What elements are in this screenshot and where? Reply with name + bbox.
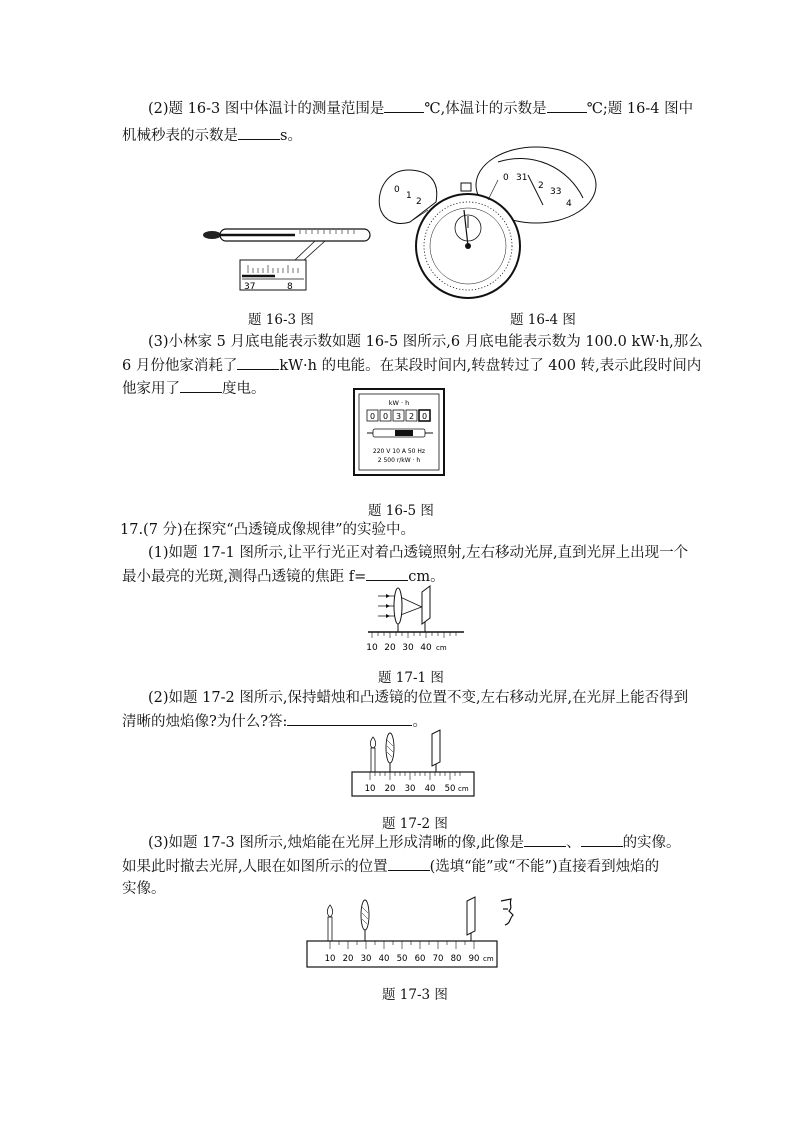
scale-50: 50 — [444, 784, 456, 794]
meter-spec-1: 220 V 10 A 50 Hz — [372, 448, 426, 455]
answer-blank-can-see[interactable] — [388, 856, 430, 871]
figure-16-4-stopwatch — [368, 140, 600, 300]
text: 的实像。 — [622, 835, 681, 851]
answer-blank-image-2[interactable] — [581, 832, 623, 847]
text: (2)题 16-3 图中体温计的测量范围是 — [148, 101, 385, 117]
scale-30: 30 — [404, 784, 416, 794]
figure-17-3-bench — [305, 893, 530, 971]
large-dial-label-31: 31 — [516, 173, 528, 183]
small-dial-label-1: 1 — [406, 191, 412, 201]
caption-17-2: 题 17-2 图 — [382, 816, 448, 832]
q17-2-line1: (2)如题 17-2 图所示,保持蜡烛和凸透镜的位置不变,左右移动光屏,在光屏上能否得到 — [148, 690, 689, 706]
caption-16-5: 题 16-5 图 — [368, 503, 434, 519]
answer-blank-stopwatch[interactable] — [238, 125, 280, 140]
scale-30: 30 — [360, 954, 372, 964]
scale-unit: cm — [458, 785, 469, 793]
text: cm。 — [408, 569, 445, 585]
q17-title: 17.(7 分)在探究“凸透镜成像规律”的实验中。 — [120, 522, 416, 538]
text: 、 — [566, 835, 581, 851]
q17-3-line3: 实像。 — [122, 881, 166, 897]
text: 最小最亮的光斑,测得凸透镜的焦距 f= — [122, 569, 367, 585]
text: (选填“能”或“不能”)直接看到烛焰的 — [429, 859, 660, 875]
q17-1-line1: (1)如题 17-1 图所示,让平行光正对着凸透镜照射,左右移动光屏,直到光屏上出现一个 — [148, 545, 689, 561]
text: kW·h 的电能。在某段时间内,转盘转过了 400 转,表示此段时间内 — [279, 358, 702, 374]
answer-blank-energy[interactable] — [237, 355, 279, 370]
caption-17-1: 题 17-1 图 — [378, 670, 444, 686]
text: s。 — [280, 128, 302, 144]
q16-3-line3 — [122, 378, 266, 399]
large-dial-label-0: 0 — [503, 173, 509, 183]
meter-digit-5: 0 — [421, 412, 428, 421]
figure-17-1-focal-length — [368, 584, 468, 658]
scale-10: 10 — [324, 954, 336, 964]
text: 度电。 — [222, 381, 266, 397]
scale-20: 20 — [384, 784, 396, 794]
thermometer-readout-right: 8 — [287, 282, 293, 292]
answer-blank-image-1[interactable] — [524, 832, 566, 847]
text: 他家用了 — [122, 381, 180, 397]
text: 清晰的烛焰像?为什么?答: — [122, 714, 288, 730]
text: 如果此时撤去光屏,人眼在如图所示的位置 — [122, 859, 388, 875]
answer-blank-range[interactable] — [384, 98, 424, 113]
scale-unit: cm — [436, 644, 447, 652]
small-dial-label-2: 2 — [416, 197, 422, 207]
q16-3-line2 — [122, 355, 701, 376]
text: 机械秒表的示数是 — [122, 128, 238, 144]
meter-digit-4: 2 — [408, 412, 415, 421]
figure-16-5-electricity-meter — [353, 388, 445, 476]
scale-90: 90 — [468, 954, 480, 964]
figure-17-2-bench — [350, 728, 476, 800]
caption-16-3: 题 16-3 图 — [248, 312, 314, 328]
text: ℃;题 16-4 图中 — [586, 101, 694, 117]
scale-40: 40 — [378, 954, 390, 964]
caption-16-4: 题 16-4 图 — [510, 312, 576, 328]
caption-17-3: 题 17-3 图 — [382, 987, 448, 1003]
answer-blank-reading[interactable] — [547, 98, 587, 113]
meter-unit: kW · h — [388, 399, 410, 407]
thermometer-readout-left: 37 — [244, 282, 256, 292]
scale-40: 40 — [424, 784, 436, 794]
scale-40: 40 — [420, 643, 432, 653]
scale-20: 20 — [384, 643, 396, 653]
scale-50: 50 — [396, 954, 408, 964]
scale-80: 80 — [450, 954, 462, 964]
meter-digit-3: 3 — [395, 412, 402, 421]
large-dial-label-2: 2 — [538, 181, 544, 191]
q17-3-line2 — [122, 856, 659, 877]
meter-digit-1: 0 — [369, 412, 376, 421]
answer-blank-focal-length[interactable] — [366, 566, 408, 581]
scale-20: 20 — [342, 954, 354, 964]
answer-blank-kwh[interactable] — [180, 378, 222, 393]
scale-10: 10 — [364, 784, 376, 794]
q16-3-line1: (3)小林家 5 月底电能表示数如题 16-5 图所示,6 月底电能表示数为 100.0 kW·h,那么 — [148, 334, 703, 350]
q16-2-line2 — [122, 125, 302, 146]
q17-3-line1 — [148, 832, 681, 853]
large-dial-label-4: 4 — [566, 199, 572, 209]
scale-10: 10 — [366, 643, 378, 653]
answer-blank-reason[interactable] — [287, 711, 412, 726]
large-dial-label-33: 33 — [550, 187, 562, 197]
text: 。 — [412, 714, 427, 730]
text: ℃,体温计的示数是 — [424, 101, 547, 117]
small-dial-label-0: 0 — [394, 185, 400, 195]
meter-spec-2: 2 500 r/kW · h — [377, 457, 421, 464]
q16-2-line1 — [148, 98, 693, 119]
scale-unit: cm — [483, 955, 494, 963]
observer-eye-icon — [501, 899, 513, 925]
scale-30: 30 — [402, 643, 414, 653]
figure-16-3-thermometer — [200, 218, 380, 298]
meter-digit-2: 0 — [382, 412, 389, 421]
scale-60: 60 — [414, 954, 426, 964]
scale-70: 70 — [432, 954, 444, 964]
text: (3)如题 17-3 图所示,烛焰能在光屏上形成清晰的像,此像是 — [148, 835, 525, 851]
text: 6 月份他家消耗了 — [122, 358, 238, 374]
